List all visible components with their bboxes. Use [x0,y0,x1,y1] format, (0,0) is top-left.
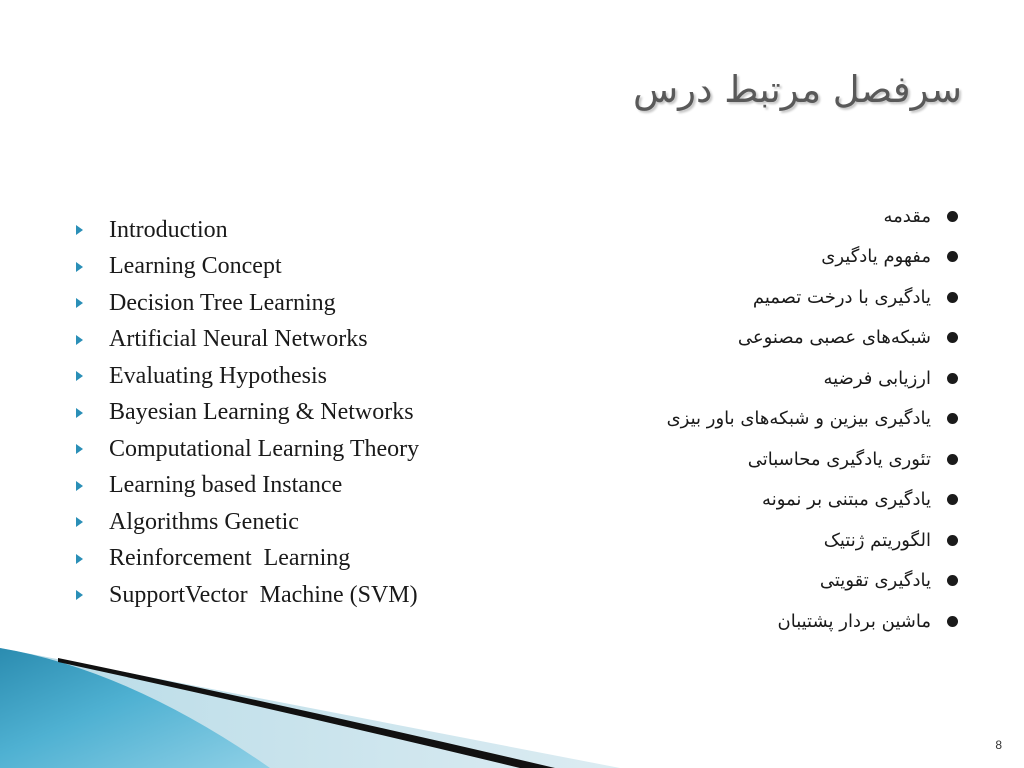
list-item [667,601,958,642]
list-item-label: Artificial Neural Networks [109,326,368,353]
list-item-label: یادگیری بیزین و شبکه‌های باور بیزی [666,408,931,430]
list-item [667,358,958,399]
list-item-label: تئوری یادگیری محاسباتی [747,448,931,470]
list-item [667,399,958,440]
triangle-right-icon [76,371,83,381]
list-item [667,520,958,561]
list-item [70,395,419,432]
persian-topic-list [667,196,958,642]
list-item-label: شبکه‌های عصبی مصنوعی [737,327,931,349]
triangle-right-icon [76,298,83,308]
english-topic-list [70,212,419,614]
list-item [70,468,419,505]
list-item [70,541,419,578]
list-item [667,277,958,318]
list-item-label: Learning based Instance [109,472,343,499]
round-dot-icon [947,292,958,303]
list-item-label: یادگیری مبتنی بر نمونه [762,489,931,511]
page-number: 8 [995,738,1002,752]
list-item [70,504,419,541]
list-item [667,439,958,480]
list-item [70,212,419,249]
list-item-label: Learning Concept [109,253,282,280]
list-item [70,249,419,286]
triangle-right-icon [76,335,83,345]
list-item [667,237,958,278]
list-item-label: Algorithms Genetic [109,508,299,535]
decorative-swoosh [0,638,620,768]
round-dot-icon [947,454,958,465]
list-item-label: یادگیری با درخت تصمیم [752,286,931,308]
list-item [70,285,419,322]
triangle-right-icon [76,225,83,235]
list-item-label: الگوریتم ژنتیک [823,529,931,551]
round-dot-icon [947,575,958,586]
round-dot-icon [947,373,958,384]
triangle-right-icon [76,444,83,454]
round-dot-icon [947,494,958,505]
list-item [70,358,419,395]
triangle-right-icon [76,517,83,527]
triangle-right-icon [76,481,83,491]
slide-title: سرفصل مرتبط درس [632,68,962,111]
list-item [70,322,419,359]
list-item [667,196,958,237]
list-item [70,577,419,614]
round-dot-icon [947,616,958,627]
list-item-label: ماشین بردار پشتیبان [777,610,931,632]
list-item-label: ارزیابی فرضیه [823,367,931,389]
list-item-label: Reinforcement Learning [109,545,351,572]
list-item-label: مقدمه [883,205,931,227]
triangle-right-icon [76,590,83,600]
round-dot-icon [947,251,958,262]
list-item-label: Introduction [109,216,228,243]
round-dot-icon [947,413,958,424]
list-item-label: Evaluating Hypothesis [109,362,327,389]
list-item [667,318,958,359]
list-item-label: یادگیری تقویتی [819,570,931,592]
list-item-label: Decision Tree Learning [109,289,336,316]
list-item-label: Computational Learning Theory [109,435,420,462]
triangle-right-icon [76,408,83,418]
list-item [667,480,958,521]
round-dot-icon [947,332,958,343]
triangle-right-icon [76,554,83,564]
round-dot-icon [947,211,958,222]
list-item [70,431,419,468]
round-dot-icon [947,535,958,546]
list-item-label: Bayesian Learning & Networks [109,399,414,426]
list-item [667,561,958,602]
list-item-label: SupportVector Machine (SVM) [109,581,418,608]
triangle-right-icon [76,262,83,272]
list-item-label: مفهوم یادگیری [821,246,931,268]
